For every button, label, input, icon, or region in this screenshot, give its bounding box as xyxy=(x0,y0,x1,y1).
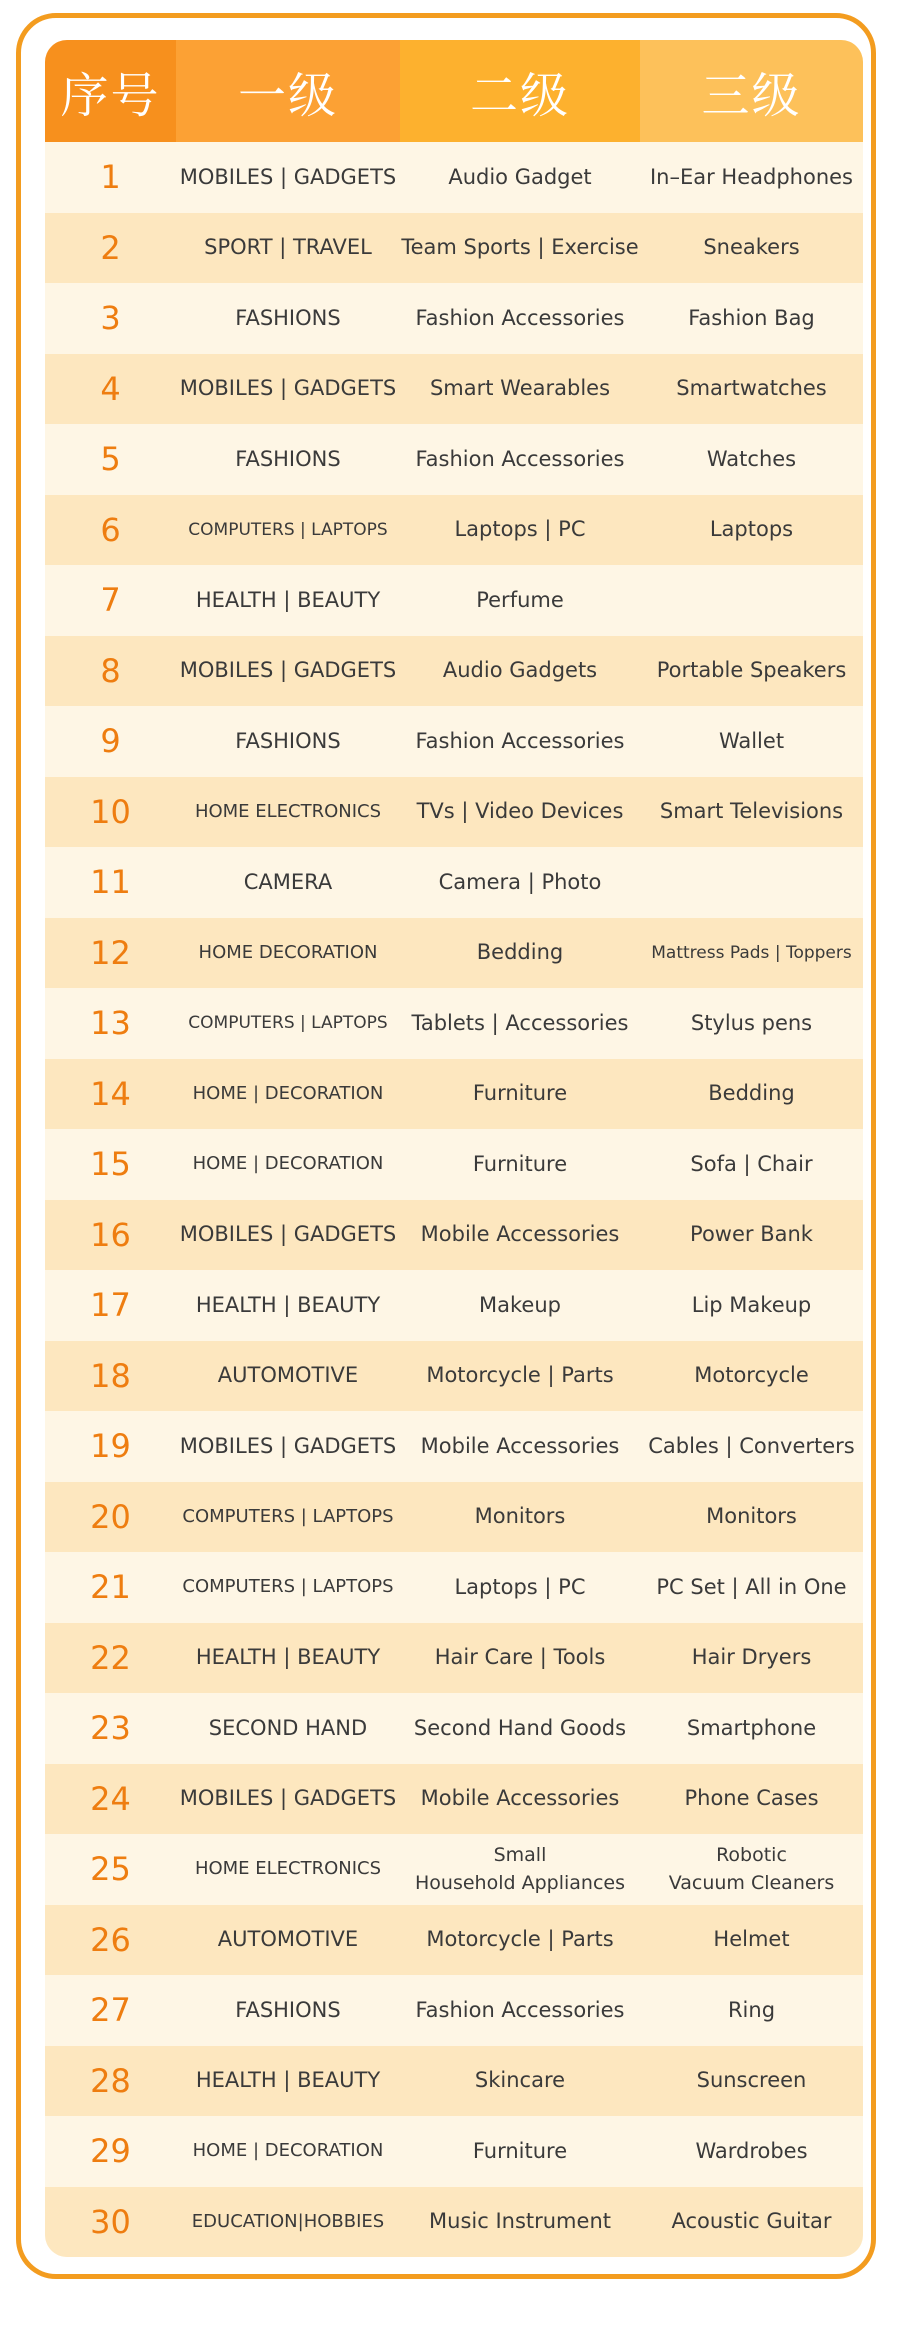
category-table xyxy=(45,40,863,2257)
level-3-category: Sofa | Chair xyxy=(690,1151,813,1176)
row-index: 27 xyxy=(90,1991,131,2030)
table-row xyxy=(45,1693,863,1764)
level-2-category: TVs | Video Devices xyxy=(416,799,624,824)
row-index: 13 xyxy=(90,1004,131,1043)
level-1-category: HEALTH | BEAUTY xyxy=(195,2068,381,2093)
level-3-category: Helmet xyxy=(713,1927,790,1952)
table-row xyxy=(45,1552,863,1623)
level-2-category: Perfume xyxy=(476,587,564,612)
level-2-category: Monitors xyxy=(474,1504,566,1529)
table-row xyxy=(45,2187,863,2258)
level-1-category: MOBILES | GADGETS xyxy=(179,1786,397,1811)
row-index: 10 xyxy=(90,792,131,831)
level-2-category: Bedding xyxy=(476,940,564,965)
level-1-category: COMPUTERS | LAPTOPS xyxy=(188,519,388,540)
level-2-category: Camera | Photo xyxy=(438,869,602,894)
row-index: 30 xyxy=(90,2202,131,2241)
level-1-category: AUTOMOTIVE xyxy=(217,1363,359,1388)
level-3-category: Smartphone xyxy=(686,1715,817,1740)
row-index: 14 xyxy=(90,1074,131,1113)
level-1-category: HEALTH | BEAUTY xyxy=(195,587,381,612)
row-index: 4 xyxy=(100,369,121,408)
header-level-1: 一级 xyxy=(176,40,400,142)
table-row xyxy=(45,1623,863,1694)
header-index: 序号 xyxy=(45,40,176,142)
level-2-category: Second Hand Goods xyxy=(413,1715,627,1740)
table-row xyxy=(45,1270,863,1341)
table-row xyxy=(45,565,863,636)
level-2-category: Music Instrument xyxy=(429,2209,611,2234)
row-index: 22 xyxy=(90,1638,131,1677)
table-row xyxy=(45,142,863,213)
table-row xyxy=(45,1905,863,1976)
row-index: 2 xyxy=(100,228,121,267)
level-2-category: Mobile Accessories xyxy=(420,1433,620,1458)
level-1-category: SECOND HAND xyxy=(208,1715,368,1740)
table-row xyxy=(45,354,863,425)
level-3-category: Lip Makeup xyxy=(691,1292,812,1317)
level-1-category: AUTOMOTIVE xyxy=(217,1927,359,1952)
level-2-category: Audio Gadgets xyxy=(442,658,598,683)
table-row xyxy=(45,2116,863,2187)
level-3-category: In–Ear Headphones xyxy=(649,164,854,189)
row-index: 28 xyxy=(90,2061,131,2100)
table-row xyxy=(45,1975,863,2046)
level-3-category: Watches xyxy=(706,446,797,471)
level-2-category: Laptops | PC xyxy=(454,517,586,542)
level-1-category: HEALTH | BEAUTY xyxy=(195,1292,381,1317)
row-index: 16 xyxy=(90,1215,131,1254)
level-1-category: HOME | DECORATION xyxy=(192,1153,384,1175)
level-2-category: Motorcycle | Parts xyxy=(426,1927,614,1952)
level-3-category: Monitors xyxy=(706,1504,797,1529)
row-index: 17 xyxy=(90,1286,131,1325)
level-3-category: Bedding xyxy=(708,1081,795,1106)
row-index: 19 xyxy=(90,1427,131,1466)
level-1-category: COMPUTERS | LAPTOPS xyxy=(182,1505,394,1527)
level-3-category: Smartwatches xyxy=(676,376,827,401)
level-3-category: Laptops xyxy=(709,517,794,542)
level-1-category: MOBILES | GADGETS xyxy=(179,376,397,401)
row-index: 25 xyxy=(90,1850,131,1889)
table-row xyxy=(45,1411,863,1482)
table-row xyxy=(45,2046,863,2117)
row-index: 21 xyxy=(90,1568,131,1607)
level-2-category: Team Sports | Exercise xyxy=(401,235,639,260)
table-row xyxy=(45,706,863,777)
level-3-category: Power Bank xyxy=(690,1222,813,1247)
table-row xyxy=(45,1200,863,1271)
level-1-category: SPORT | TRAVEL xyxy=(204,235,372,260)
level-3-category xyxy=(640,847,863,918)
level-3-category: Fashion Bag xyxy=(688,305,815,330)
level-2-category: Laptops | PC xyxy=(454,1574,586,1599)
level-1-category: FASHIONS xyxy=(235,1997,341,2022)
table-row xyxy=(45,283,863,354)
level-3-category: Phone Cases xyxy=(684,1786,819,1811)
level-3-category: Smart Televisions xyxy=(659,799,844,824)
level-2-category: Tablets | Accessories xyxy=(411,1010,629,1035)
row-index: 12 xyxy=(90,933,131,972)
level-1-category: MOBILES | GADGETS xyxy=(179,658,397,683)
level-1-category: MOBILES | GADGETS xyxy=(179,1222,397,1247)
level-1-category: CAMERA xyxy=(243,869,333,894)
level-1-category: EDUCATION|HOBBIES xyxy=(191,2210,385,2232)
level-1-category: FASHIONS xyxy=(235,728,341,753)
level-2-category: Fashion Accessories xyxy=(415,1997,625,2022)
table-row xyxy=(45,1129,863,1200)
level-2-category: Smart Wearables xyxy=(429,376,611,401)
level-2-category: Mobile Accessories xyxy=(420,1786,620,1811)
level-2-category: Fashion Accessories xyxy=(415,446,625,471)
level-1-category: FASHIONS xyxy=(235,446,341,471)
row-index: 15 xyxy=(90,1145,131,1184)
row-index: 7 xyxy=(100,581,121,620)
level-1-category: MOBILES | GADGETS xyxy=(179,164,397,189)
table-header xyxy=(45,40,863,142)
level-2-category: Audio Gadget xyxy=(448,164,592,189)
level-1-category: HOME ELECTRONICS xyxy=(194,800,382,822)
row-index: 11 xyxy=(90,863,131,902)
table-row xyxy=(45,1059,863,1130)
level-3-category: Ring xyxy=(727,1997,776,2022)
table-row xyxy=(45,777,863,848)
table-row xyxy=(45,1834,863,1905)
level-3-category: PC Set | All in One xyxy=(656,1574,847,1599)
level-3-category: Stylus pens xyxy=(690,1010,813,1035)
level-3-category: Portable Speakers xyxy=(656,658,847,683)
level-2-category: Makeup xyxy=(479,1292,561,1317)
table-row xyxy=(45,918,863,989)
table-row xyxy=(45,1764,863,1835)
level-1-category: HEALTH | BEAUTY xyxy=(195,1645,381,1670)
row-index: 1 xyxy=(100,158,121,197)
level-1-category: MOBILES | GADGETS xyxy=(179,1433,397,1458)
level-3-category: Motorcycle xyxy=(694,1363,809,1388)
table-row xyxy=(45,636,863,707)
row-index: 9 xyxy=(100,722,121,761)
table-row xyxy=(45,1482,863,1553)
level-2-category: Furniture xyxy=(472,1151,568,1176)
level-2-category: Hair Care | Tools xyxy=(434,1645,606,1670)
row-index: 18 xyxy=(90,1356,131,1395)
level-3-category: Mattress Pads | Toppers xyxy=(651,942,852,963)
level-1-category: COMPUTERS | LAPTOPS xyxy=(182,1576,394,1598)
level-2-category: Small Household Appliances xyxy=(415,1844,625,1895)
level-3-category: Wallet xyxy=(718,728,785,753)
level-1-category: HOME DECORATION xyxy=(198,941,378,963)
level-2-category: Motorcycle | Parts xyxy=(426,1363,614,1388)
level-1-category: FASHIONS xyxy=(235,305,341,330)
table-row xyxy=(45,847,863,918)
row-index: 24 xyxy=(90,1779,131,1818)
level-2-category: Skincare xyxy=(474,2068,566,2093)
row-index: 6 xyxy=(100,510,121,549)
level-2-category: Furniture xyxy=(472,2138,568,2163)
header-level-2: 二级 xyxy=(400,40,640,142)
row-index: 23 xyxy=(90,1709,131,1748)
row-index: 5 xyxy=(100,440,121,479)
level-3-category xyxy=(640,565,863,636)
row-index: 26 xyxy=(90,1920,131,1959)
level-3-category: Robotic Vacuum Cleaners xyxy=(668,1844,835,1895)
level-2-category: Fashion Accessories xyxy=(415,305,625,330)
table-row xyxy=(45,988,863,1059)
row-index: 3 xyxy=(100,299,121,338)
header-level-3: 三级 xyxy=(640,40,863,142)
table-body xyxy=(45,142,863,2257)
table-row xyxy=(45,495,863,566)
level-1-category: HOME | DECORATION xyxy=(192,2140,384,2162)
row-index: 20 xyxy=(90,1497,131,1536)
level-3-category: Wardrobes xyxy=(695,2138,808,2163)
level-3-category: Sneakers xyxy=(703,235,800,260)
row-index: 8 xyxy=(100,651,121,690)
table-row xyxy=(45,1341,863,1412)
level-1-category: HOME | DECORATION xyxy=(192,1082,384,1104)
table-row xyxy=(45,424,863,495)
level-1-category: HOME ELECTRONICS xyxy=(194,1858,382,1880)
level-3-category: Cables | Converters xyxy=(648,1433,855,1458)
row-index: 29 xyxy=(90,2132,131,2171)
level-2-category: Fashion Accessories xyxy=(415,728,625,753)
level-3-category: Acoustic Guitar xyxy=(671,2209,832,2234)
level-2-category: Furniture xyxy=(472,1081,568,1106)
level-3-category: Sunscreen xyxy=(696,2068,807,2093)
table-row xyxy=(45,213,863,284)
level-3-category: Hair Dryers xyxy=(691,1645,812,1670)
level-2-category: Mobile Accessories xyxy=(420,1222,620,1247)
level-1-category: COMPUTERS | LAPTOPS xyxy=(188,1013,388,1034)
